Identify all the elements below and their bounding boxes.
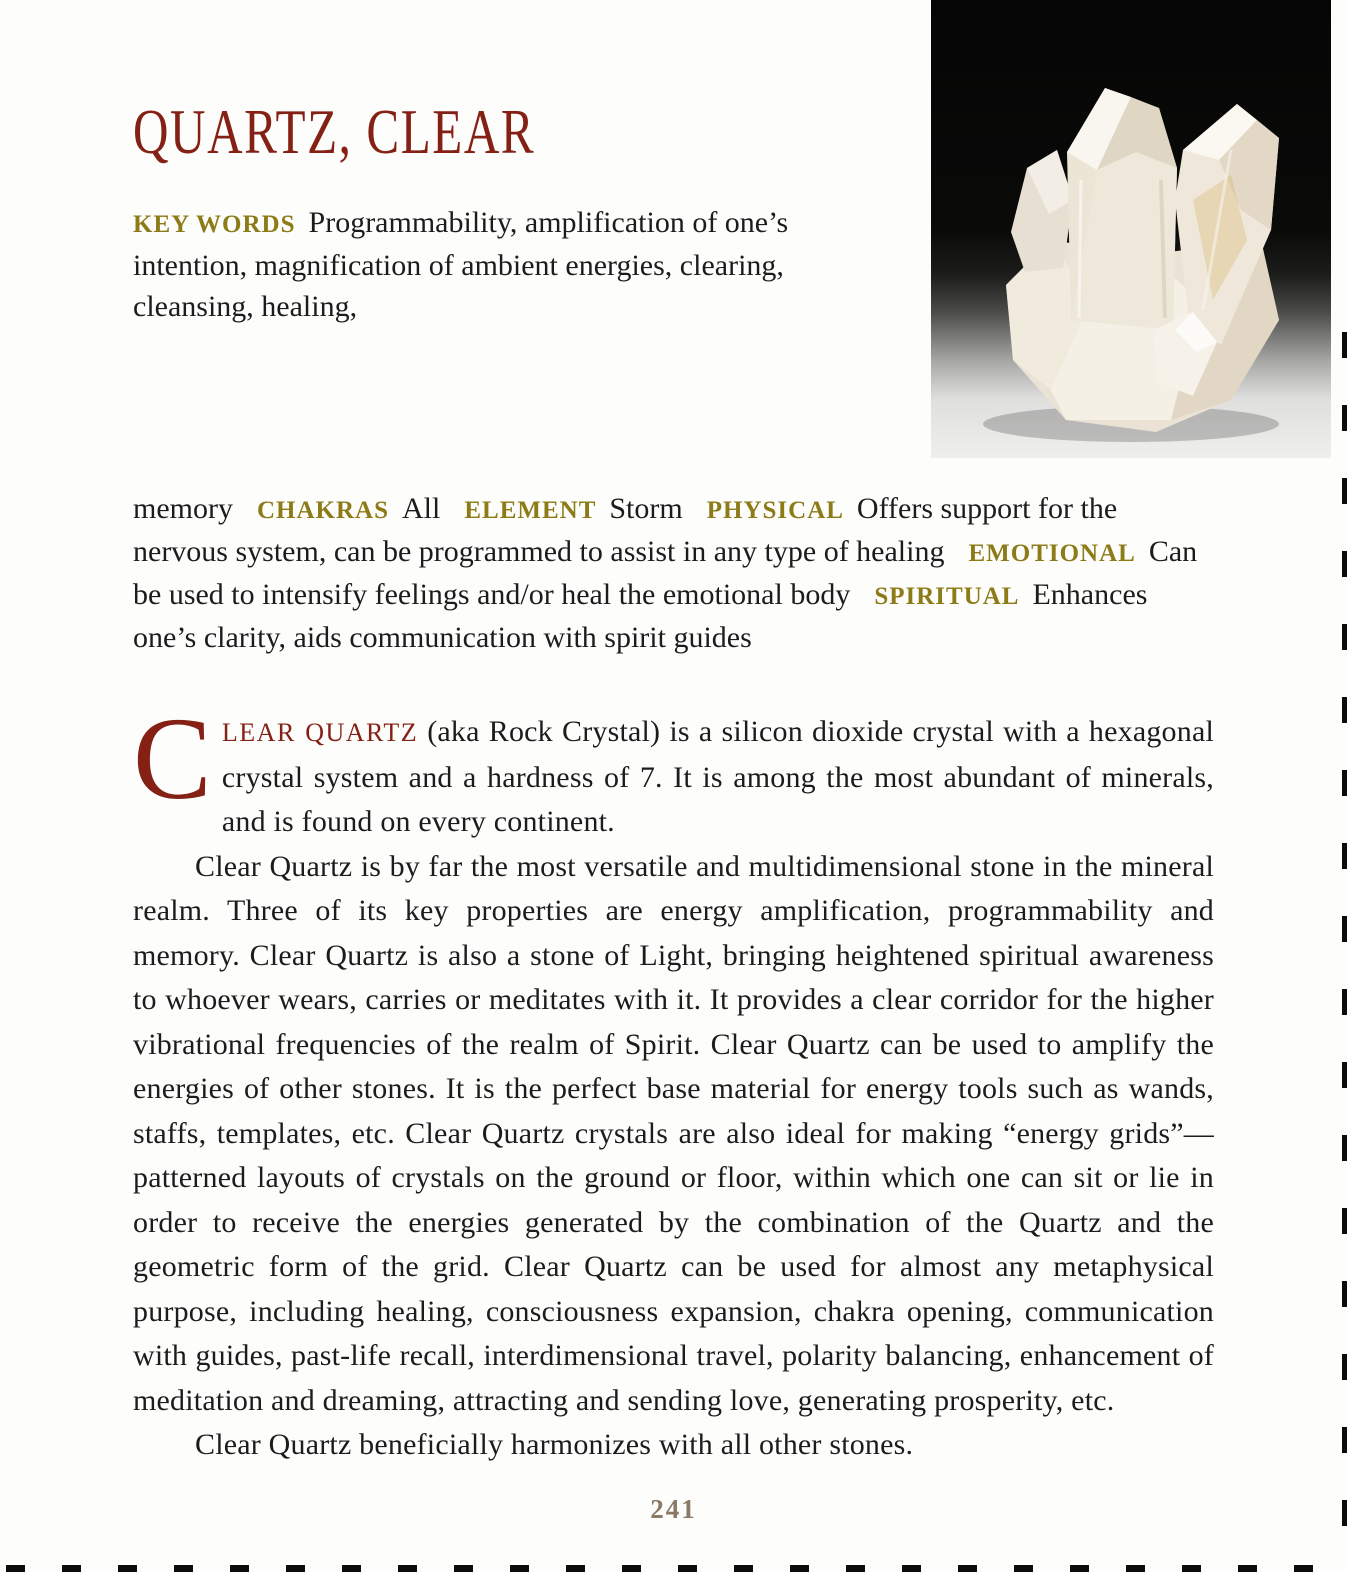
property-label-element: ELEMENT bbox=[464, 497, 597, 524]
page-edge-marks-bottom bbox=[6, 1565, 1347, 1572]
property-text-chakras: All bbox=[402, 492, 441, 525]
paragraph-2: Clear Quartz is by far the most versatile and multidimensional stone in the mineral realm. Three of its key properties are energy amplification, programmability and memory. Clear Quartz is also a stone of Light, bringing heightened spiritual awareness to whoever wears, carries or meditates with it. It provides a clear corridor for the higher vibrational frequencies of the realm of Spirit. Clear Quartz can be used to amplify the energies of other stones. It is the perfect base material for energy tools such as wands, staffs, templates, etc. Clear Quartz crystals are also ideal for making “energy grids”—patterned layouts of crystals on the ground or floor, within which one can sit or lie in order to receive the energies generated by the combination of the Quartz and the geometric form of the grid. Clear Quartz can be used for almost any metaphysical purpose, including healing, consciousness expansion, chakra opening, communication with guides, past-life recall, interdimensional travel, polarity balancing, enhancement of meditation and dreaming, attracting and sending love, generating prosperity, etc. bbox=[133, 849, 1214, 1417]
property-text-emotional: Can be used to intensify feelings and/or heal the emotional body bbox=[133, 535, 1198, 611]
paragraph-1 bbox=[133, 693, 1214, 845]
crystal-illustration bbox=[931, 0, 1331, 458]
crystal-photo bbox=[931, 0, 1331, 458]
paragraph-1-text: (aka Rock Crystal) is a silicon dioxide crystal with a hexagonal crystal system and a hardness of 7. It is among the most abundant of minerals, and is found on every continent. bbox=[221, 715, 1214, 838]
body-text bbox=[133, 693, 1214, 1468]
property-label-key-words: KEY WORDS bbox=[133, 211, 296, 238]
lead-in-small-caps: LEAR QUARTZ bbox=[221, 718, 419, 747]
page-edge-marks-right bbox=[1342, 332, 1347, 1560]
property-label-emotional: EMOTIONAL bbox=[968, 540, 1136, 567]
property-label-chakras: CHAKRAS bbox=[256, 497, 389, 524]
property-label-physical: PHYSICAL bbox=[706, 497, 844, 524]
paragraph-3: Clear Quartz beneficially harmonizes with all other stones. bbox=[195, 1428, 914, 1461]
property-text-key-words: Programmability, amplification of one’s intention, magnification of ambient energies, clearing, cleansing, healing, memory bbox=[133, 206, 789, 525]
drop-cap: C bbox=[133, 693, 212, 824]
property-text-element: Storm bbox=[609, 492, 683, 525]
property-text-physical: Offers support for the nervous system, can be programmed to assist in any type of healing bbox=[133, 492, 1118, 568]
page-title: QUARTZ, CLEAR bbox=[133, 97, 536, 167]
property-label-spiritual: SPIRITUAL bbox=[874, 583, 1020, 610]
page-number: 241 bbox=[650, 1493, 697, 1524]
property-text-spiritual: Enhances one’s clarity, aids communication with spirit guides bbox=[133, 578, 1148, 654]
